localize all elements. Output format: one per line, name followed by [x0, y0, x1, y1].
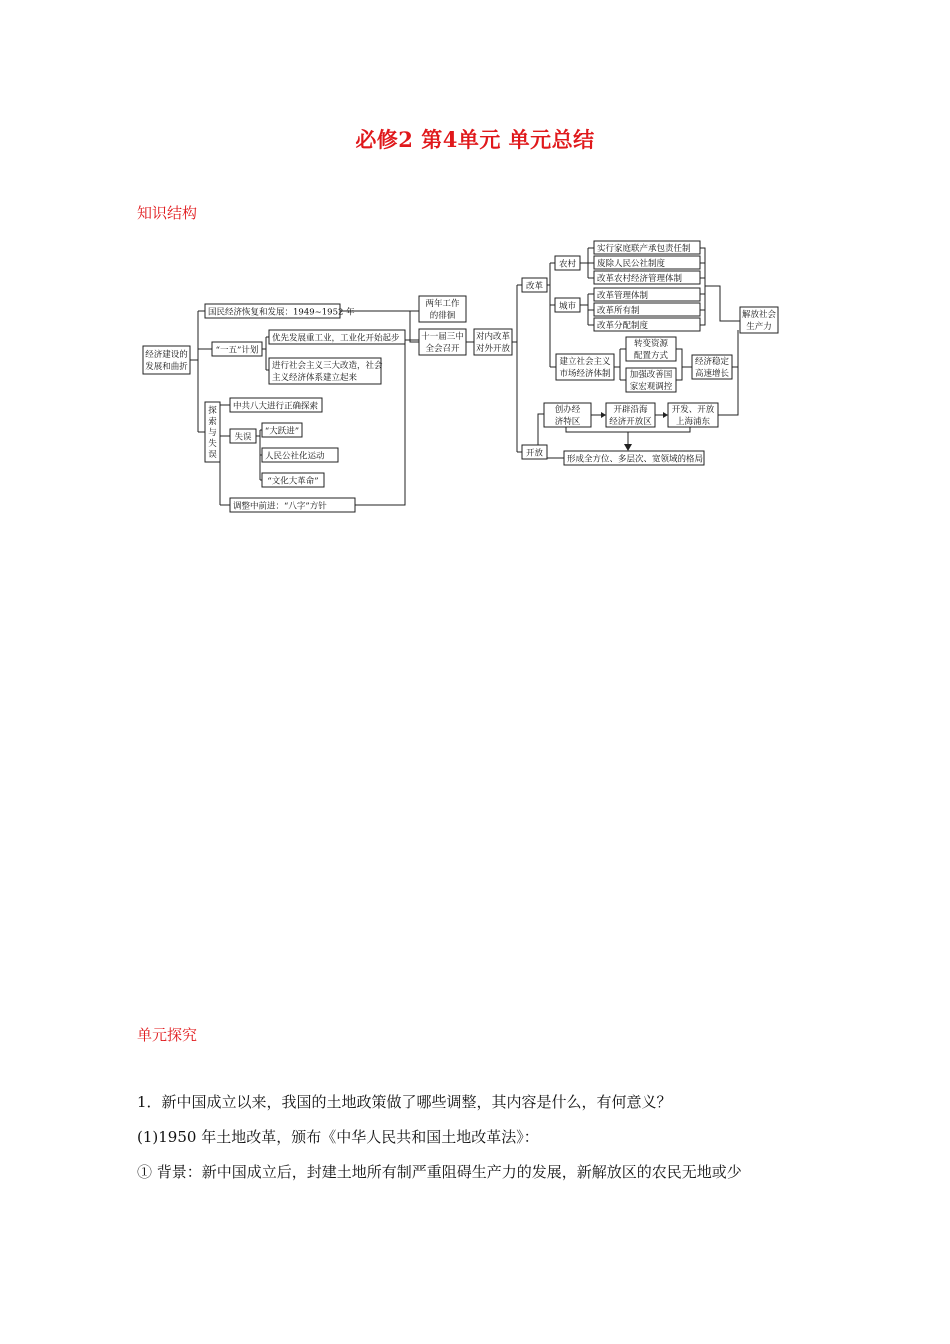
svg-text:改革: 改革 [525, 281, 544, 292]
node-market-economy [556, 354, 614, 380]
svg-text:调整中前进：“八字”方针: 调整中前进：“八字”方针 [233, 501, 327, 512]
node-rural-item-1 [594, 241, 700, 254]
node-macro-control [626, 368, 676, 392]
node-third-plenum [419, 329, 466, 355]
svg-text:对外开放: 对外开放 [475, 344, 511, 354]
question-1-part-1: (1)1950 年土地改革，颁布《中华人民共和国土地改革法》： [137, 1128, 539, 1146]
node-great-leap [262, 423, 302, 437]
node-urban [555, 298, 580, 312]
svg-text:配置方式: 配置方式 [633, 351, 669, 361]
svg-text:主义经济体系建立起来: 主义经济体系建立起来 [272, 373, 358, 383]
svg-text:形成全方位、多层次、宽领域的格局: 形成全方位、多层次、宽领域的格局 [567, 454, 704, 465]
svg-text:家宏观调控: 家宏观调控 [629, 382, 673, 392]
node-rural-item-2 [594, 256, 700, 269]
svg-text:加强改善国: 加强改善国 [629, 370, 673, 380]
svg-text:两年工作: 两年工作 [425, 299, 460, 309]
node-explore-char-4: 失 [208, 439, 217, 449]
section-heading-unit-inquiry: 单元探究 [137, 1026, 198, 1044]
svg-text:中共八大进行正确探索: 中共八大进行正确探索 [233, 401, 319, 412]
page-title: 必修2 第4单元 单元总结 [355, 127, 595, 152]
node-explore [205, 402, 220, 462]
svg-text:十一届三中: 十一届三中 [421, 332, 464, 342]
svg-text:全会召开: 全会召开 [425, 344, 460, 354]
svg-text:建立社会主义: 建立社会主义 [559, 357, 611, 367]
node-explore-char-5: 误 [208, 450, 217, 460]
node-eighth-congress [230, 398, 322, 412]
node-root-line-1: 经济建设的 [145, 350, 188, 360]
svg-text:城市: 城市 [558, 301, 577, 312]
svg-text:创办经: 创办经 [554, 405, 581, 415]
svg-text:优先发展重工业，工业化开始起步: 优先发展重工业，工业化开始起步 [272, 333, 400, 344]
node-root-line-2: 发展和曲折 [145, 362, 188, 372]
node-pudong [668, 403, 718, 427]
svg-text:“一五”计划: “一五”计划 [215, 345, 259, 356]
node-reform-opening [474, 329, 512, 355]
svg-text:市场经济体制: 市场经济体制 [559, 369, 611, 379]
node-recovery [205, 304, 355, 318]
node-coastal-zones [606, 403, 655, 427]
node-root [143, 346, 190, 374]
node-urban-item-1 [594, 288, 700, 301]
arrow-down-icon [624, 444, 632, 451]
section-heading-knowledge-structure: 知识结构 [137, 204, 198, 222]
svg-text:解放社会: 解放社会 [741, 310, 777, 320]
svg-text:上海浦东: 上海浦东 [675, 417, 711, 427]
node-pattern [564, 451, 704, 465]
svg-text:实行家庭联产承包责任制: 实行家庭联产承包责任制 [597, 244, 691, 254]
svg-text:国民经济恢复和发展：1949~1952 年: 国民经济恢复和发展：1949~1952 年 [208, 307, 355, 318]
svg-text:废除人民公社制度: 废除人民公社制度 [597, 259, 666, 269]
node-urban-item-2 [594, 303, 700, 316]
node-liberate-productivity [740, 307, 778, 333]
svg-text:生产力: 生产力 [746, 322, 772, 332]
arrow-right-icon [601, 412, 606, 418]
svg-text:“文化大革命”: “文化大革命” [267, 476, 319, 487]
svg-text:开发、开放: 开发、开放 [671, 405, 715, 415]
svg-text:经济开放区: 经济开放区 [609, 417, 652, 427]
node-adjustment [230, 498, 355, 512]
svg-text:失误: 失误 [234, 432, 252, 443]
svg-text:“大跃进”: “大跃进” [264, 426, 300, 437]
node-mistakes [230, 429, 256, 443]
question-1: 1．新中国成立以来，我国的土地政策做了哪些调整，其内容是什么，有何意义？ [137, 1093, 672, 1111]
node-rural-item-3 [594, 271, 700, 284]
svg-text:济特区: 济特区 [554, 417, 581, 427]
node-special-economic-zones [544, 403, 591, 427]
svg-text:的徘徊: 的徘徊 [429, 311, 456, 321]
svg-text:改革农村经济管理体制: 改革农村经济管理体制 [597, 274, 683, 284]
node-opening [522, 445, 547, 459]
svg-text:改革所有制: 改革所有制 [597, 306, 640, 316]
node-urban-item-3 [594, 318, 700, 331]
node-commune [262, 448, 338, 462]
svg-text:对内改革: 对内改革 [475, 332, 511, 342]
node-rural [555, 256, 580, 270]
node-five-year-plan [212, 342, 262, 356]
question-1-part-1-background: ① 背景：新中国成立后，封建土地所有制严重阻碍生产力的发展，新解放区的农民无地或少 [137, 1163, 742, 1181]
node-stable-growth [692, 355, 732, 379]
node-reform [522, 278, 547, 292]
svg-text:人民公社化运动: 人民公社化运动 [265, 451, 325, 462]
node-explore-char-2: 索 [208, 417, 217, 427]
node-resource-allocation [626, 337, 676, 361]
svg-text:改革管理体制: 改革管理体制 [597, 291, 649, 301]
svg-text:进行社会主义三大改造，社会: 进行社会主义三大改造，社会 [272, 361, 383, 371]
svg-text:高速增长: 高速增长 [694, 369, 730, 379]
node-industry [269, 330, 405, 344]
node-socialist-transformation [269, 358, 383, 384]
node-explore-char-1: 探 [208, 406, 217, 416]
svg-text:转变资源: 转变资源 [633, 339, 669, 349]
svg-text:改革分配制度: 改革分配制度 [597, 321, 649, 331]
svg-text:经济稳定: 经济稳定 [694, 357, 730, 367]
node-explore-char-3: 与 [208, 428, 217, 438]
node-two-years [419, 296, 466, 322]
svg-text:开放: 开放 [525, 448, 544, 459]
knowledge-structure-diagram [0, 0, 950, 560]
node-cultural-revolution [262, 473, 324, 487]
arrow-right-icon [663, 412, 668, 418]
svg-text:开辟沿海: 开辟沿海 [613, 405, 648, 415]
svg-text:农村: 农村 [558, 259, 577, 270]
